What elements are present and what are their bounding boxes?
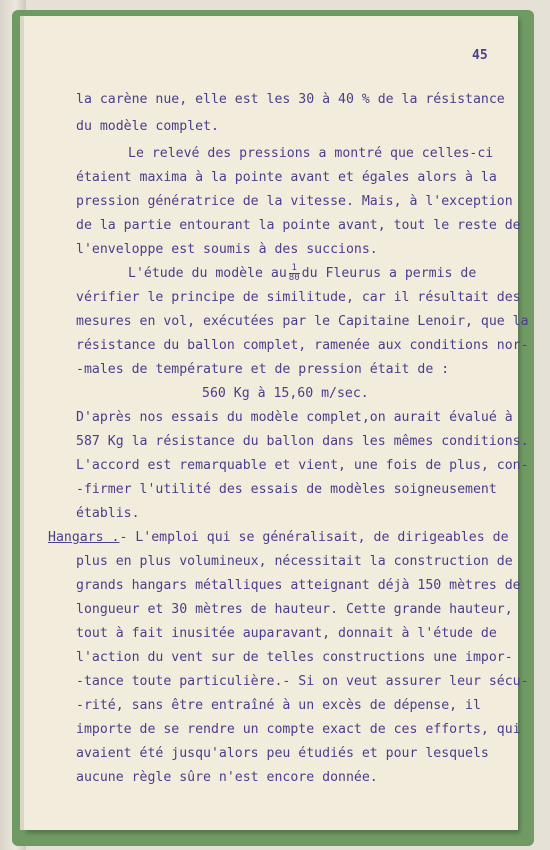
text-line: de la partie entourant la pointe avant, tout le reste de <box>76 218 521 233</box>
text-line: -males de température et de pression était de : <box>76 362 450 377</box>
text-line: l'enveloppe est soumis à des succions. <box>76 242 378 257</box>
text-line: -rité, sans être entraîné à un excès de dépense, il <box>76 698 481 713</box>
text-line <box>128 262 476 286</box>
fraction-numerator: 1 <box>289 264 300 274</box>
text-line: Le relevé des pressions a montré que celles-ci <box>128 146 494 161</box>
text-line: -firmer l'utilité des essais de modèles soigneusement <box>76 482 497 497</box>
text-line: 587 Kg la résistance du ballon dans les mêmes conditions. <box>76 434 529 449</box>
document-page <box>24 16 529 830</box>
text-line: aucune règle sûre n'est encore donnée. <box>76 770 378 785</box>
text-line: l'action du vent sur de telles constructions une impor- <box>76 650 513 665</box>
text-line: -tance toute particulière.- Si on veut assurer leur sécu- <box>76 674 529 689</box>
text-line: établis. <box>76 506 140 521</box>
text-line: étaient maxima à la pointe avant et égales alors à la <box>76 170 497 185</box>
text-line: grands hangars métalliques atteignant déjà 150 mètres de <box>76 578 521 593</box>
text-line: résistance du ballon complet, ramenée aux conditions nor- <box>76 338 529 353</box>
text-line: longueur et 30 mètres de hauteur. Cette grande hauteur, <box>76 602 513 617</box>
text-line: L'accord est remarquable et vient, une fois de plus, con- <box>76 458 529 473</box>
text-line: 560 Kg à 15,60 m/sec. <box>202 386 369 401</box>
text-line: tout à fait inusitée auparavant, donnait à l'étude de <box>76 626 497 641</box>
page-number: 45 <box>472 48 488 63</box>
body-text <box>24 16 529 830</box>
text-line: la carène nue, elle est les 30 à 40 % de la résistance <box>76 92 505 107</box>
fraction <box>289 264 300 283</box>
text-segment: L'étude du modèle au <box>128 266 287 281</box>
text-line <box>48 526 509 550</box>
text-line: importe de se rendre un compte exact de ces efforts, qui <box>76 722 521 737</box>
text-line: vérifier le principe de similitude, car il résultait des <box>76 290 521 305</box>
fraction-denominator: 80 <box>288 272 300 283</box>
text-line: mesures en vol, exécutées par le Capitaine Lenoir, que la <box>76 314 529 329</box>
text-line: avaient été jusqu'alors peu étudiés et pour lesquels <box>76 746 489 761</box>
text-segment: du Fleurus a permis de <box>301 266 477 281</box>
text-line: pression génératrice de la vitesse. Mais, à l'exception <box>76 194 513 209</box>
text-segment: - L'emploi qui se généralisait, de dirigeables de <box>119 530 509 545</box>
text-line: D'après nos essais du modèle complet,on aurait évalué à <box>76 410 513 425</box>
text-line: du modèle complet. <box>76 119 219 134</box>
section-heading: Hangars . <box>48 530 120 545</box>
text-line: plus en plus volumineux, nécessitait la construction de <box>76 554 513 569</box>
